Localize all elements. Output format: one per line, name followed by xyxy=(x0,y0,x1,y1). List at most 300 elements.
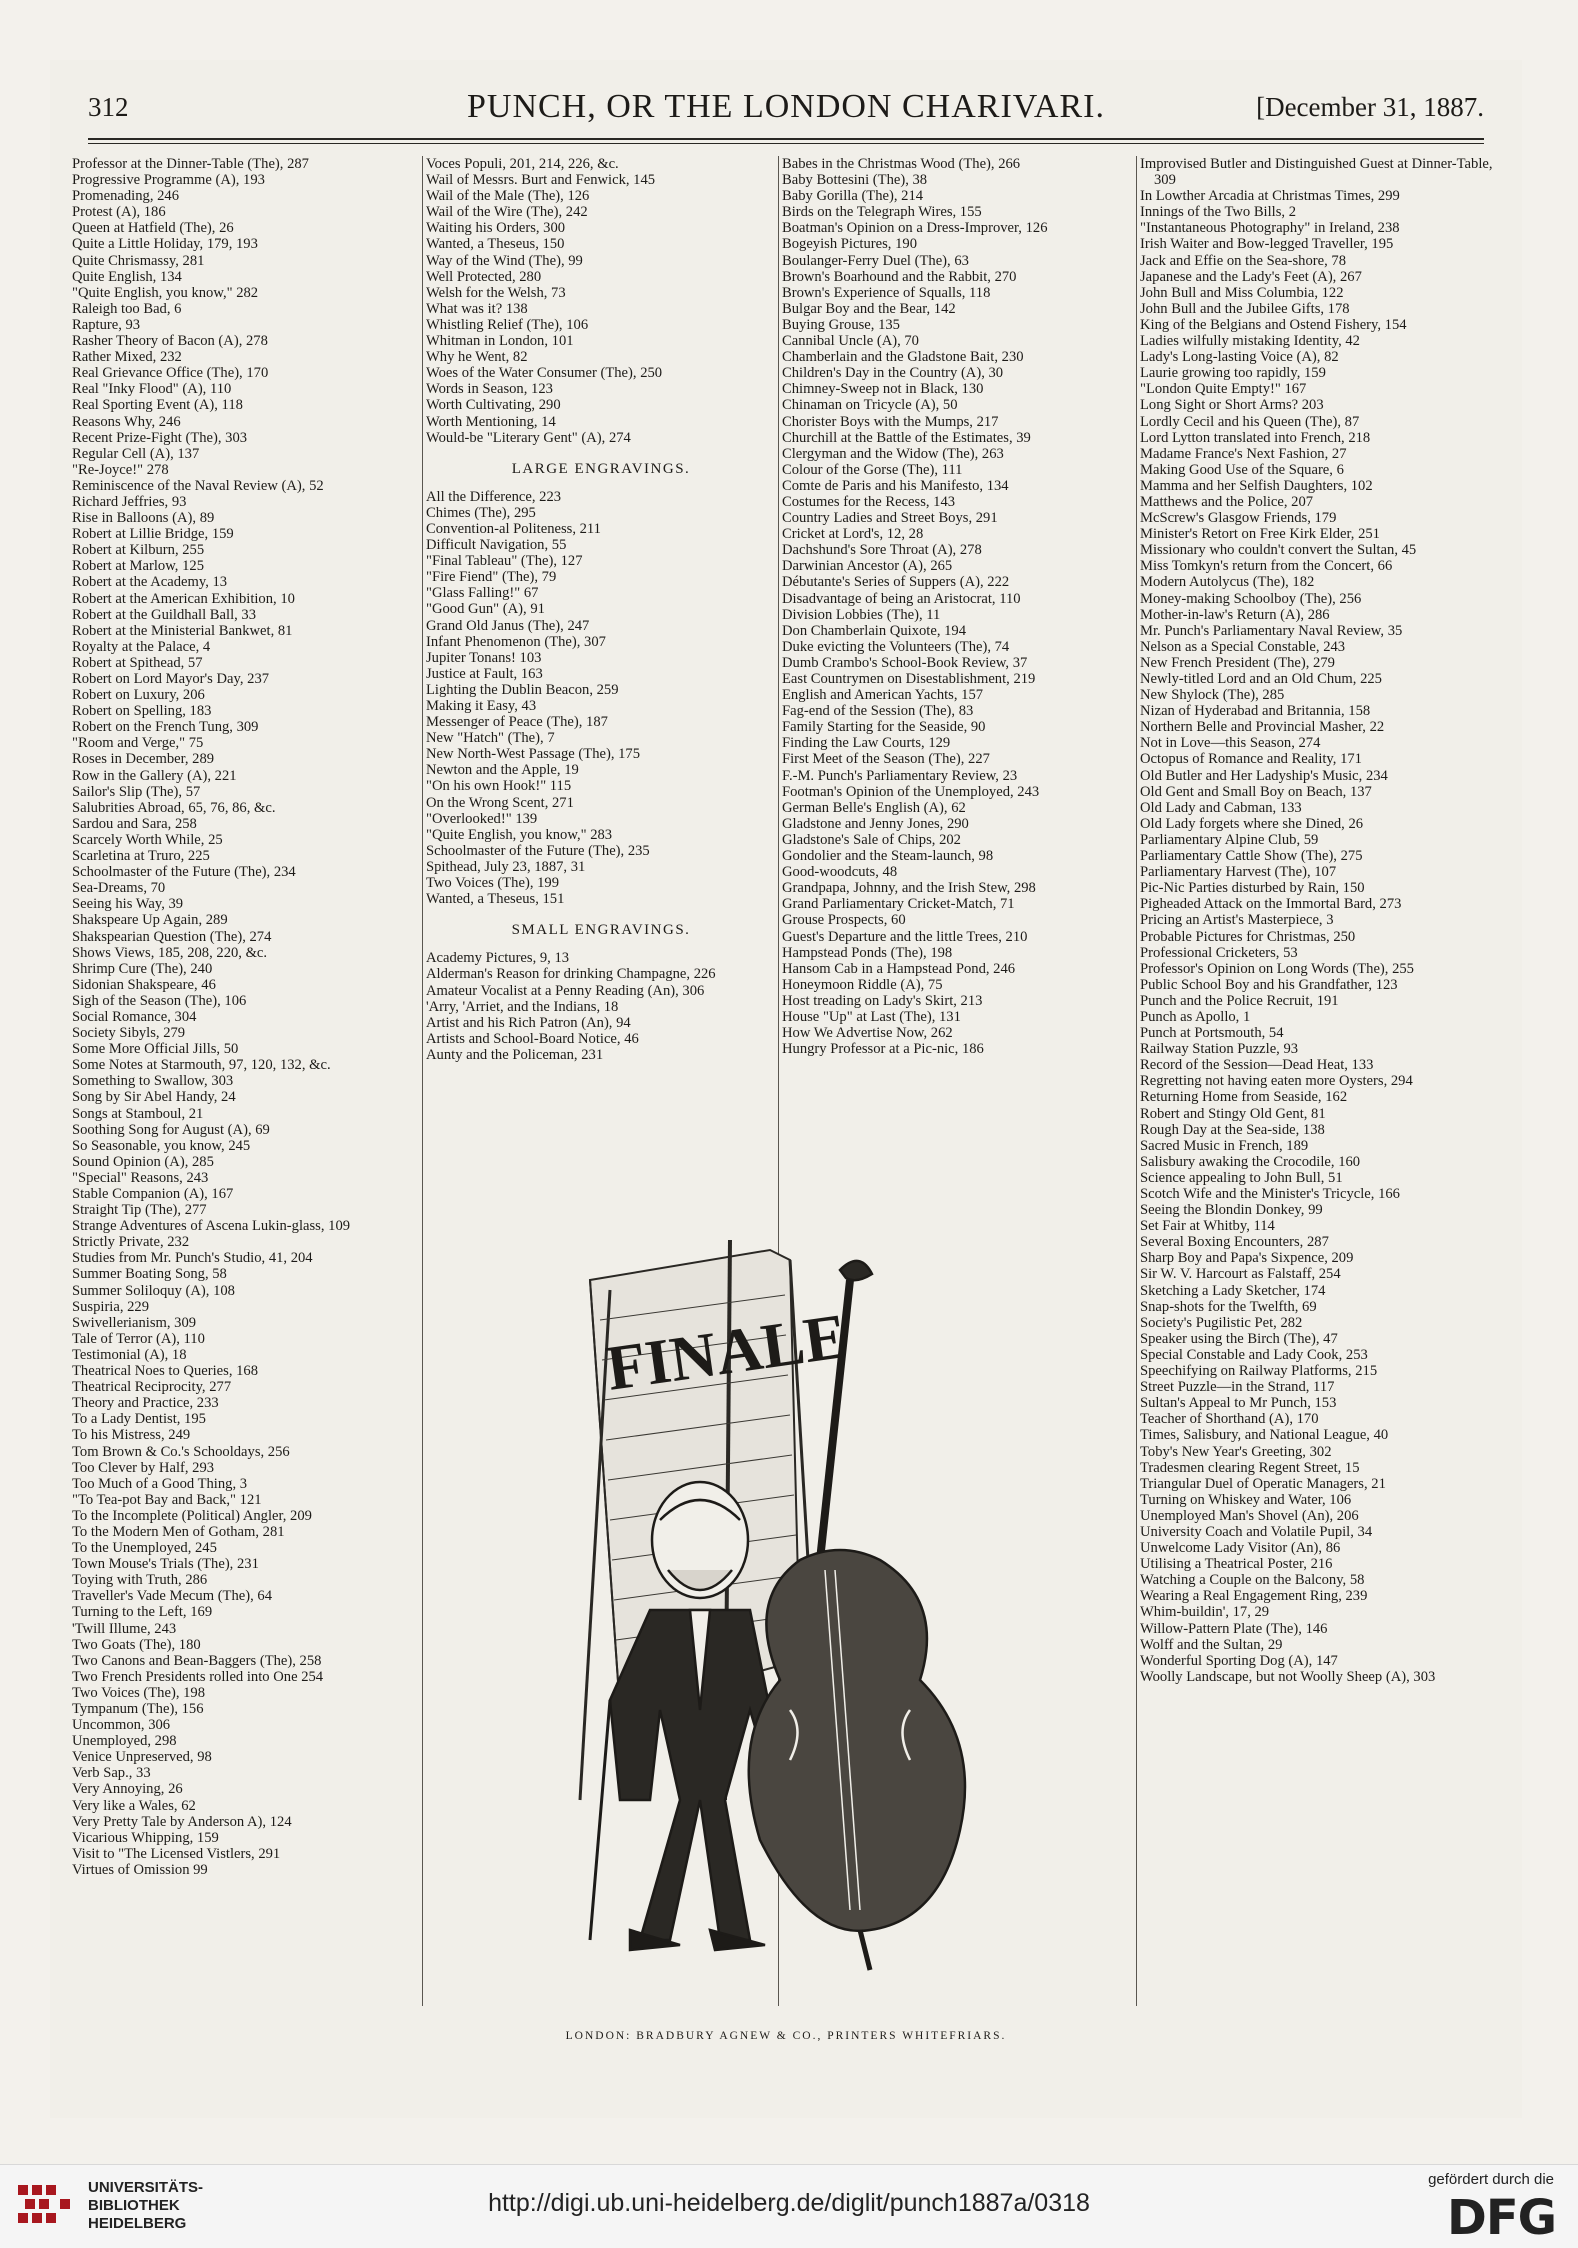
index-entry: Sultan's Appeal to Mr Punch, 153 xyxy=(1140,1395,1337,1412)
index-entry: Grand Old Janus (The), 247 xyxy=(426,617,590,634)
index-entry: Honeymoon Riddle (A), 75 xyxy=(782,976,943,993)
library-name: UNIVERSITÄTS- BIBLIOTHEK HEIDELBERG xyxy=(88,2179,204,2232)
index-entry: Robert on Spelling, 183 xyxy=(72,703,212,720)
index-entry: Mr. Punch's Parliamentary Naval Review, 35 xyxy=(1140,622,1403,639)
index-entry: Turning on Whiskey and Water, 106 xyxy=(1140,1491,1352,1508)
index-entry: Quite English, 134 xyxy=(72,268,182,285)
index-entry: Hungry Professor at a Pic-nic, 186 xyxy=(782,1041,984,1058)
index-entry: All the Difference, 223 xyxy=(426,488,562,505)
index-entry: University Coach and Volatile Pupil, 34 xyxy=(1140,1523,1373,1540)
index-entry: Don Chamberlain Quixote, 194 xyxy=(782,622,967,639)
index-entry: Street Puzzle—in the Strand, 117 xyxy=(1140,1379,1335,1396)
page-header xyxy=(88,86,1484,140)
index-entry: McScrew's Glasgow Friends, 179 xyxy=(1140,510,1337,527)
index-entry: Difficult Navigation, 55 xyxy=(426,537,567,554)
index-entry: Wearing a Real Engagement Ring, 239 xyxy=(1140,1588,1368,1605)
index-entry: Baby Gorilla (The), 214 xyxy=(782,188,924,205)
index-entry: Justice at Fault, 163 xyxy=(426,665,543,682)
index-entry: Salisbury awaking the Crocodile, 160 xyxy=(1140,1153,1361,1170)
index-entry: Would-be "Literary Gent" (A), 274 xyxy=(426,429,631,446)
index-entry: On the Wrong Scent, 271 xyxy=(426,794,574,811)
index-entry: Two Goats (The), 180 xyxy=(72,1636,201,1653)
index-entry: Bulgar Boy and the Bear, 142 xyxy=(782,300,956,317)
index-entry: Roses in December, 289 xyxy=(72,751,215,768)
index-entry: "Glass Falling!" 67 xyxy=(426,585,539,602)
index-entry: Unemployed, 298 xyxy=(72,1733,177,1750)
index-entry: Making it Easy, 43 xyxy=(426,698,537,714)
index-entry: Artists and School-Board Notice, 46 xyxy=(426,1030,639,1047)
index-entry: Pic-Nic Parties disturbed by Rain, 150 xyxy=(1140,880,1365,897)
index-entry: Traveller's Vade Mecum (The), 64 xyxy=(72,1588,273,1605)
index-entry: Toying with Truth, 286 xyxy=(72,1572,208,1589)
index-entry: Chamberlain and the Gladstone Bait, 230 xyxy=(782,349,1024,366)
index-entry: Tradesmen clearing Regent Street, 15 xyxy=(1140,1459,1360,1476)
index-entry: Visit to "The Licensed Vistlers, 291 xyxy=(72,1845,281,1862)
index-entry: Academy Pictures, 9, 13 xyxy=(426,950,570,967)
index-entry: Cannibal Uncle (A), 70 xyxy=(782,333,919,350)
index-entry: Not in Love—this Season, 274 xyxy=(1140,735,1321,752)
index-entry: Money-making Schoolboy (The), 256 xyxy=(1140,590,1362,607)
index-entry: Babes in the Christmas Wood (The), 266 xyxy=(782,156,1021,172)
index-entry: English and American Yachts, 157 xyxy=(782,687,984,704)
finale-sign-text: FINALE xyxy=(602,1299,852,1404)
scanned-page xyxy=(50,60,1522,2118)
index-entry: How We Advertise Now, 262 xyxy=(782,1025,953,1042)
index-entry: Tom Brown & Co.'s Schooldays, 256 xyxy=(72,1443,290,1460)
index-entry: Old Gent and Small Boy on Beach, 137 xyxy=(1140,783,1372,800)
index-entry: Robert at Marlow, 125 xyxy=(72,558,204,575)
index-entry: Words in Season, 123 xyxy=(426,381,553,398)
index-entry: Grandpapa, Johnny, and the Irish Stew, 298 xyxy=(782,880,1036,897)
index-entry: Pricing an Artist's Masterpiece, 3 xyxy=(1140,912,1334,929)
page-title: PUNCH, OR THE LONDON CHARIVARI. xyxy=(466,88,1105,125)
index-entry: Venice Unpreserved, 98 xyxy=(72,1749,212,1766)
large-engravings-heading: LARGE ENGRAVINGS. xyxy=(511,460,691,477)
index-entry: Host treading on Lady's Skirt, 213 xyxy=(782,992,983,1009)
index-entry: Royalty at the Palace, 4 xyxy=(72,638,211,655)
index-entry: Strange Adventures of Ascena Lukin-glass, 109 xyxy=(72,1218,351,1235)
index-entry: Brown's Boarhound and the Rabbit, 270 xyxy=(782,268,1017,285)
column-divider xyxy=(1136,156,1137,2006)
index-entry: Unemployed Man's Shovel (An), 206 xyxy=(1140,1507,1359,1524)
index-entry: Alderman's Reason for drinking Champagne, 226 xyxy=(426,966,716,983)
index-entry: Sigh of the Season (The), 106 xyxy=(72,992,247,1009)
index-entry: Lady's Long-lasting Voice (A), 82 xyxy=(1140,349,1339,366)
index-entry: To his Mistress, 249 xyxy=(72,1427,191,1444)
index-entry: Japanese and the Lady's Feet (A), 267 xyxy=(1140,268,1362,285)
index-entry: Division Lobbies (The), 11 xyxy=(782,606,941,623)
index-entry: Special Constable and Lady Cook, 253 xyxy=(1140,1346,1368,1363)
index-entry: Robert at the American Exhibition, 10 xyxy=(72,590,295,607)
index-entry: Miss Tomkyn's return from the Concert, 66 xyxy=(1140,558,1393,575)
index-entry: Gladstone's Sale of Chips, 202 xyxy=(782,831,961,848)
index-entry: Waiting his Orders, 300 xyxy=(426,220,566,237)
index-entry: German Belle's English (A), 62 xyxy=(782,799,966,816)
index-entry: Old Butler and Her Ladyship's Music, 234 xyxy=(1140,767,1388,784)
index-entry: "Re-Joyce!" 278 xyxy=(72,461,169,478)
index-entry: Grouse Prospects, 60 xyxy=(782,912,906,929)
index-entry: Robert on Lord Mayor's Day, 237 xyxy=(72,671,270,687)
index-entry: Missionary who couldn't convert the Sultan, 45 xyxy=(1140,542,1417,559)
index-entry: Madame France's Next Fashion, 27 xyxy=(1140,445,1347,462)
index-entry: Record of the Session—Dead Heat, 133 xyxy=(1140,1057,1374,1074)
index-entry: Very Pretty Tale by Anderson A), 124 xyxy=(72,1813,292,1830)
index-entry: Dumb Crambo's School-Book Review, 37 xyxy=(782,654,1028,671)
index-entry: Brown's Experience of Squalls, 118 xyxy=(782,284,991,301)
index-entry: Real Grievance Office (The), 170 xyxy=(72,365,269,382)
index-entry: Tale of Terror (A), 110 xyxy=(72,1330,205,1347)
index-entry: In Lowther Arcadia at Christmas Times, 299 xyxy=(1140,188,1400,205)
index-entry: Laurie growing too rapidly, 159 xyxy=(1140,365,1326,382)
index-entry: Utilising a Theatrical Poster, 216 xyxy=(1140,1556,1333,1573)
index-entry: King of the Belgians and Ostend Fishery, 154 xyxy=(1140,316,1407,333)
index-entry: Parliamentary Alpine Club, 59 xyxy=(1140,831,1319,848)
index-entry: Innings of the Two Bills, 2 xyxy=(1140,204,1296,221)
index-entry: Public School Boy and his Grandfather, 123 xyxy=(1140,976,1398,993)
index-entry: East Countrymen on Disestablishment, 219 xyxy=(782,671,1036,687)
index-entry: Well Protected, 280 xyxy=(426,268,542,285)
index-entry: Raleigh too Bad, 6 xyxy=(72,300,182,317)
index-entry: Children's Day in the Country (A), 30 xyxy=(782,365,1004,382)
index-entry: House "Up" at Last (The), 131 xyxy=(782,1008,961,1025)
index-entry: Débutante's Series of Suppers (A), 222 xyxy=(782,574,1010,591)
index-entry: Salubrities Abroad, 65, 76, 86, &c. xyxy=(72,799,276,816)
index-entry: "On his own Hook!" 115 xyxy=(426,778,572,795)
index-entry: "Good Gun" (A), 91 xyxy=(426,601,545,618)
index-entry: "London Quite Empty!" 167 xyxy=(1140,381,1307,398)
index-entry: Birds on the Telegraph Wires, 155 xyxy=(782,204,982,221)
index-entry: Some More Official Jills, 50 xyxy=(72,1041,239,1058)
index-entry: Set Fair at Whitby, 114 xyxy=(1140,1218,1275,1235)
index-entry: Colour of the Gorse (The), 111 xyxy=(782,461,963,478)
index-entry: Chimes (The), 295 xyxy=(426,504,536,521)
index-entry: Messenger of Peace (The), 187 xyxy=(426,714,608,731)
index-entry: 'Arry, 'Arriet, and the Indians, 18 xyxy=(426,998,619,1015)
index-entry: Worth Mentioning, 14 xyxy=(426,413,556,430)
index-entry: Boulanger-Ferry Duel (The), 63 xyxy=(782,252,969,269)
index-entry: Punch as Apollo, 1 xyxy=(1140,1008,1251,1025)
index-entry: First Meet of the Season (The), 227 xyxy=(782,751,990,768)
index-entry: Parliamentary Cattle Show (The), 275 xyxy=(1140,848,1363,865)
index-entry: Swivellerianism, 309 xyxy=(72,1314,197,1331)
index-entry: Turning to the Left, 169 xyxy=(72,1604,213,1621)
index-entry: Hampstead Ponds (The), 198 xyxy=(782,944,953,961)
index-entry: Jupiter Tonans! 103 xyxy=(426,649,542,666)
index-entry: Uncommon, 306 xyxy=(72,1717,171,1734)
index-entry: Pigheaded Attack on the Immortal Bard, 273 xyxy=(1140,896,1402,913)
index-entry: Sir W. V. Harcourt as Falstaff, 254 xyxy=(1140,1266,1341,1283)
index-entry: Some Notes at Starmouth, 97, 120, 132, &c. xyxy=(72,1057,331,1074)
index-entry: Reminiscence of the Naval Review (A), 52 xyxy=(72,477,324,494)
index-entry: F.-M. Punch's Parliamentary Review, 23 xyxy=(782,767,1018,784)
index-entry: Rise in Balloons (A), 89 xyxy=(72,510,215,527)
index-entry: Returning Home from Seaside, 162 xyxy=(1140,1089,1348,1106)
page-number: 312 xyxy=(88,92,129,122)
index-entry: Nizan of Hyderabad and Britannia, 158 xyxy=(1140,703,1371,720)
index-entry: Disadvantage of being an Aristocrat, 110 xyxy=(782,590,1021,607)
index-entry: Several Boxing Encounters, 287 xyxy=(1140,1234,1329,1251)
index-entry: Making Good Use of the Square, 6 xyxy=(1140,461,1344,478)
index-entry: Matthews and the Police, 207 xyxy=(1140,493,1314,510)
index-entry: Infant Phenomenon (The), 307 xyxy=(426,633,606,650)
index-entry: Parliamentary Harvest (The), 107 xyxy=(1140,864,1337,881)
index-entry: Shakspeare Up Again, 289 xyxy=(72,912,228,929)
index-entry: Quite a Little Holiday, 179, 193 xyxy=(72,236,258,253)
index-entry: John Bull and Miss Columbia, 122 xyxy=(1140,284,1344,301)
index-entry: Duke evicting the Volunteers (The), 74 xyxy=(782,638,1010,655)
index-entry: Teacher of Shorthand (A), 170 xyxy=(1140,1411,1319,1428)
index-entry: Aunty and the Policeman, 231 xyxy=(426,1046,604,1063)
index-entry: Summer Boating Song, 58 xyxy=(72,1266,227,1283)
index-entry: Gladstone and Jenny Jones, 290 xyxy=(782,815,969,832)
index-entry: Sailor's Slip (The), 57 xyxy=(72,783,201,800)
index-entry: Dachshund's Sore Throat (A), 278 xyxy=(782,542,982,559)
index-entry: Irish Waiter and Bow-legged Traveller, 195 xyxy=(1140,236,1394,253)
index-entry: Theatrical Noes to Queries, 168 xyxy=(72,1363,259,1380)
index-entry: Convention-al Politeness, 211 xyxy=(426,520,601,537)
index-entry: Old Lady and Cabman, 133 xyxy=(1140,799,1302,816)
index-entry: Amateur Vocalist at a Penny Reading (An), 306 xyxy=(426,982,705,999)
index-entry: Sacred Music in French, 189 xyxy=(1140,1137,1309,1154)
header-rule xyxy=(88,138,1484,140)
index-entry: Scarcely Worth While, 25 xyxy=(72,831,223,848)
index-entry: Seeing the Blondin Donkey, 99 xyxy=(1140,1202,1323,1219)
index-entry: Why he Went, 82 xyxy=(426,349,528,366)
index-entry: Clergyman and the Widow (The), 263 xyxy=(782,445,1004,462)
index-entry: Rather Mixed, 232 xyxy=(72,349,182,366)
index-entry: Sardou and Sara, 258 xyxy=(72,815,197,832)
index-entry: Wail of Messrs. Burt and Fenwick, 145 xyxy=(426,172,656,189)
index-entry: Baby Bottesini (The), 38 xyxy=(782,172,928,189)
index-entry: Mamma and her Selfish Daughters, 102 xyxy=(1140,477,1373,494)
index-entry: Professor at the Dinner-Table (The), 287 xyxy=(72,156,309,172)
index-entry: Two Voices (The), 199 xyxy=(426,875,560,892)
index-entry: Triangular Duel of Operatic Managers, 21 xyxy=(1140,1475,1386,1492)
index-entry: Modern Autolycus (The), 182 xyxy=(1140,574,1315,591)
index-entry: Professional Cricketers, 53 xyxy=(1140,944,1298,961)
index-entry: John Bull and the Jubilee Gifts, 178 xyxy=(1140,300,1350,317)
index-entry: New "Hatch" (The), 7 xyxy=(426,730,555,747)
index-entry: Vicarious Whipping, 159 xyxy=(72,1829,219,1846)
index-entry: Soothing Song for August (A), 69 xyxy=(72,1121,270,1138)
index-entry: Sharp Boy and Papa's Sixpence, 209 xyxy=(1140,1250,1354,1267)
index-entry: Stable Companion (A), 167 xyxy=(72,1186,234,1202)
index-entry: Punch at Portsmouth, 54 xyxy=(1140,1025,1284,1042)
index-entry: Regretting not having eaten more Oysters, 294 xyxy=(1140,1073,1413,1090)
index-entry: Welsh for the Welsh, 73 xyxy=(426,284,566,301)
index-entry: "Quite English, you know," 283 xyxy=(426,826,613,843)
index-entry: Churchill at the Battle of the Estimates, 39 xyxy=(782,429,1031,446)
index-entry: Bogeyish Pictures, 190 xyxy=(782,236,917,253)
header-rule-thin xyxy=(88,143,1484,144)
index-entry: Seeing his Way, 39 xyxy=(72,896,184,913)
index-entry: Robert at the Guildhall Ball, 33 xyxy=(72,606,257,623)
index-entry: Unwelcome Lady Visitor (An), 86 xyxy=(1140,1540,1341,1557)
index-entry: Strictly Private, 232 xyxy=(72,1234,190,1251)
index-entry: Summer Soliloquy (A), 108 xyxy=(72,1282,235,1299)
index-entry: Robert and Stingy Old Gent, 81 xyxy=(1140,1105,1326,1122)
index-entry: Sidonian Shakspeare, 46 xyxy=(72,976,216,993)
index-entry: So Seasonable, you know, 245 xyxy=(72,1137,251,1154)
index-entry: Speaker using the Birch (The), 47 xyxy=(1140,1330,1338,1347)
index-entry: Shrimp Cure (The), 240 xyxy=(72,960,213,977)
index-entry: Lighting the Dublin Beacon, 259 xyxy=(426,681,619,698)
index-entry: Robert at Kilburn, 255 xyxy=(72,542,205,559)
index-entry: Protest (A), 186 xyxy=(72,204,166,221)
index-entry: Whistling Relief (The), 106 xyxy=(426,316,589,333)
index-entry: Wanted, a Theseus, 150 xyxy=(426,236,565,253)
index-entry: Verb Sap., 33 xyxy=(72,1765,151,1782)
index-entry: Toby's New Year's Greeting, 302 xyxy=(1140,1443,1332,1460)
permalink-url[interactable]: http://digi.ub.uni-heidelberg.de/diglit/punch1887a/0318 xyxy=(488,2189,1090,2217)
index-entry: Science appealing to John Bull, 51 xyxy=(1140,1169,1343,1186)
index-entry: Wanted, a Theseus, 151 xyxy=(426,891,565,908)
index-entry: Boatman's Opinion on a Dress-Improver, 126 xyxy=(782,220,1048,237)
funding-label: gefördert durch die xyxy=(1428,2171,1554,2188)
index-entry: Lordly Cecil and his Queen (The), 87 xyxy=(1140,413,1360,430)
index-entry: Robert at Lillie Bridge, 159 xyxy=(72,526,234,543)
viewer-footer-bar xyxy=(0,2164,1578,2248)
index-entry: Speechifying on Railway Platforms, 215 xyxy=(1140,1363,1378,1380)
index-entry: Chimney-Sweep not in Black, 130 xyxy=(782,381,984,398)
index-entry: "To Tea-pot Bay and Back," 121 xyxy=(72,1491,262,1508)
index-entry: Cricket at Lord's, 12, 28 xyxy=(782,526,924,543)
index-entry: Robert at the Ministerial Bankwet, 81 xyxy=(72,622,293,639)
index-entry: To a Lady Dentist, 195 xyxy=(72,1411,206,1428)
index-entry: Railway Station Puzzle, 93 xyxy=(1140,1041,1299,1058)
index-entry: Straight Tip (The), 277 xyxy=(72,1202,207,1219)
index-entry: Good-woodcuts, 48 xyxy=(782,864,898,881)
index-entry: Footman's Opinion of the Unemployed, 243 xyxy=(782,783,1040,800)
small-engravings-heading: SMALL ENGRAVINGS. xyxy=(511,922,691,939)
index-column-4 xyxy=(1140,156,1496,2006)
index-entry: Improvised Butler and Distinguished Guest at Dinner-Table, 309 xyxy=(1140,156,1493,189)
index-entry: Buying Grouse, 135 xyxy=(782,316,900,333)
index-entry: To the Unemployed, 245 xyxy=(72,1540,217,1557)
index-entry: Woes of the Water Consumer (The), 250 xyxy=(426,365,663,382)
index-entry: Progressive Programme (A), 193 xyxy=(72,172,265,189)
index-entry: Wonderful Sporting Dog (A), 147 xyxy=(1140,1652,1338,1669)
index-entry: New Shylock (The), 285 xyxy=(1140,687,1285,704)
index-entry: Society Sibyls, 279 xyxy=(72,1025,186,1042)
index-entry: Worth Cultivating, 290 xyxy=(426,397,561,414)
index-entry: Two French Presidents rolled into One 254 xyxy=(72,1668,324,1685)
index-entry: Society's Pugilistic Pet, 282 xyxy=(1140,1314,1303,1331)
index-entry: Finding the Law Courts, 129 xyxy=(782,735,951,752)
index-entry: Queen at Hatfield (The), 26 xyxy=(72,220,234,237)
index-entry: Robert at Spithead, 57 xyxy=(72,654,203,671)
index-entry: Too Clever by Half, 293 xyxy=(72,1459,215,1476)
index-entry: Rasher Theory of Bacon (A), 278 xyxy=(72,333,268,350)
index-entry: Newton and the Apple, 19 xyxy=(426,762,579,779)
index-entry: Quite Chrismassy, 281 xyxy=(72,252,205,269)
index-entry: Studies from Mr. Punch's Studio, 41, 204 xyxy=(72,1250,313,1267)
index-entry: Lord Lytton translated into French, 218 xyxy=(1140,429,1371,446)
dfg-logo: DFG xyxy=(1446,2190,1556,2246)
index-entry: Two Voices (The), 198 xyxy=(72,1684,206,1701)
index-entry: Virtues of Omission 99 xyxy=(72,1861,208,1878)
index-entry: Guest's Departure and the little Trees, 210 xyxy=(782,928,1028,945)
index-entry: Two Canons and Bean-Baggers (The), 258 xyxy=(72,1652,322,1669)
index-entry: What was it? 138 xyxy=(426,300,528,317)
index-entry: Schoolmaster of the Future (The), 235 xyxy=(426,842,650,859)
index-entry: Real "Inky Flood" (A), 110 xyxy=(72,381,232,398)
index-entry: Wail of the Wire (The), 242 xyxy=(426,204,588,221)
index-entry: Grand Parliamentary Cricket-Match, 71 xyxy=(782,896,1015,913)
index-entry: Woolly Landscape, but not Woolly Sheep (A), 303 xyxy=(1140,1668,1436,1685)
index-entry: Rough Day at the Sea-side, 138 xyxy=(1140,1121,1325,1138)
index-entry: Mother-in-law's Return (A), 286 xyxy=(1140,606,1330,623)
index-entry: Probable Pictures for Christmas, 250 xyxy=(1140,928,1356,945)
index-entry: Tympanum (The), 156 xyxy=(72,1701,204,1717)
index-entry: Song by Sir Abel Handy, 24 xyxy=(72,1089,236,1106)
index-entry: "Final Tableau" (The), 127 xyxy=(426,553,583,570)
index-entry: Octopus of Romance and Reality, 171 xyxy=(1140,751,1362,768)
index-entry: Recent Prize-Fight (The), 303 xyxy=(72,429,248,446)
index-entry: Scarletina at Truro, 225 xyxy=(72,848,210,865)
index-entry: Wolff and the Sultan, 29 xyxy=(1140,1636,1283,1653)
index-entry: Songs at Stamboul, 21 xyxy=(72,1105,204,1122)
index-entry: Richard Jeffries, 93 xyxy=(72,493,187,510)
index-entry: Shakspearian Question (The), 274 xyxy=(72,928,272,945)
index-entry: Hansom Cab in a Hampstead Pond, 246 xyxy=(782,960,1016,977)
index-entry: 'Twill Illume, 243 xyxy=(72,1620,177,1637)
index-entry: Robert on the French Tung, 309 xyxy=(72,719,259,736)
index-entry: "Room and Verge," 75 xyxy=(72,735,204,752)
index-entry: Shows Views, 185, 208, 220, &c. xyxy=(72,944,268,961)
index-entry: Suspiria, 229 xyxy=(72,1298,150,1315)
index-entry: To the Incomplete (Political) Angler, 209 xyxy=(72,1507,312,1524)
index-entry: Punch and the Police Recruit, 191 xyxy=(1140,992,1339,1009)
index-entry: Theory and Practice, 233 xyxy=(72,1395,219,1412)
index-entry: Way of the Wind (The), 99 xyxy=(426,252,583,269)
index-entry: Rapture, 93 xyxy=(72,316,141,333)
index-entry: Very like a Wales, 62 xyxy=(72,1797,196,1814)
index-entry: Old Lady forgets where she Dined, 26 xyxy=(1140,815,1364,832)
index-entry: Costumes for the Recess, 143 xyxy=(782,493,956,510)
column-divider xyxy=(422,156,423,2006)
index-entry: "Fire Fiend" (The), 79 xyxy=(426,569,557,586)
index-entry: Northern Belle and Provincial Masher, 22 xyxy=(1140,719,1385,736)
index-entry: Newly-titled Lord and an Old Chum, 225 xyxy=(1140,671,1382,687)
index-entry: Real Sporting Event (A), 118 xyxy=(72,397,243,414)
index-entry: Schoolmaster of the Future (The), 234 xyxy=(72,864,296,881)
index-entry: Country Ladies and Street Boys, 291 xyxy=(782,510,998,527)
index-entry: Professor's Opinion on Long Words (The), 255 xyxy=(1140,960,1414,977)
index-entry: Wail of the Male (The), 126 xyxy=(426,188,590,205)
index-entry: Snap-shots for the Twelfth, 69 xyxy=(1140,1298,1317,1315)
index-entry: Chinaman on Tricycle (A), 50 xyxy=(782,397,958,414)
index-entry: Theatrical Reciprocity, 277 xyxy=(72,1379,232,1396)
printer-imprint: LONDON: BRADBURY AGNEW & CO., PRINTERS WHITEFRIARS. xyxy=(565,2030,1007,2042)
index-entry: Whim-buildin', 17, 29 xyxy=(1140,1604,1270,1621)
index-entry: Long Sight or Short Arms? 203 xyxy=(1140,397,1324,414)
index-entry: Family Starting for the Seaside, 90 xyxy=(782,719,986,736)
index-column-1 xyxy=(72,156,420,2006)
index-entry: Promenading, 246 xyxy=(72,188,180,205)
index-entry: Ladies wilfully mistaking Identity, 42 xyxy=(1140,333,1360,350)
index-entry: Very Annoying, 26 xyxy=(72,1781,183,1798)
index-entry: Too Much of a Good Thing, 3 xyxy=(72,1475,248,1492)
index-entry: "Quite English, you know," 282 xyxy=(72,284,259,301)
index-entry: New North-West Passage (The), 175 xyxy=(426,746,641,763)
index-entry: Comte de Paris and his Manifesto, 134 xyxy=(782,477,1009,494)
index-entry: Town Mouse's Trials (The), 231 xyxy=(72,1556,259,1573)
index-entry: "Special" Reasons, 243 xyxy=(72,1169,209,1186)
index-entry: Spithead, July 23, 1887, 31 xyxy=(426,858,586,875)
index-entry: Robert at the Academy, 13 xyxy=(72,574,228,591)
index-entry: New French President (The), 279 xyxy=(1140,654,1335,671)
